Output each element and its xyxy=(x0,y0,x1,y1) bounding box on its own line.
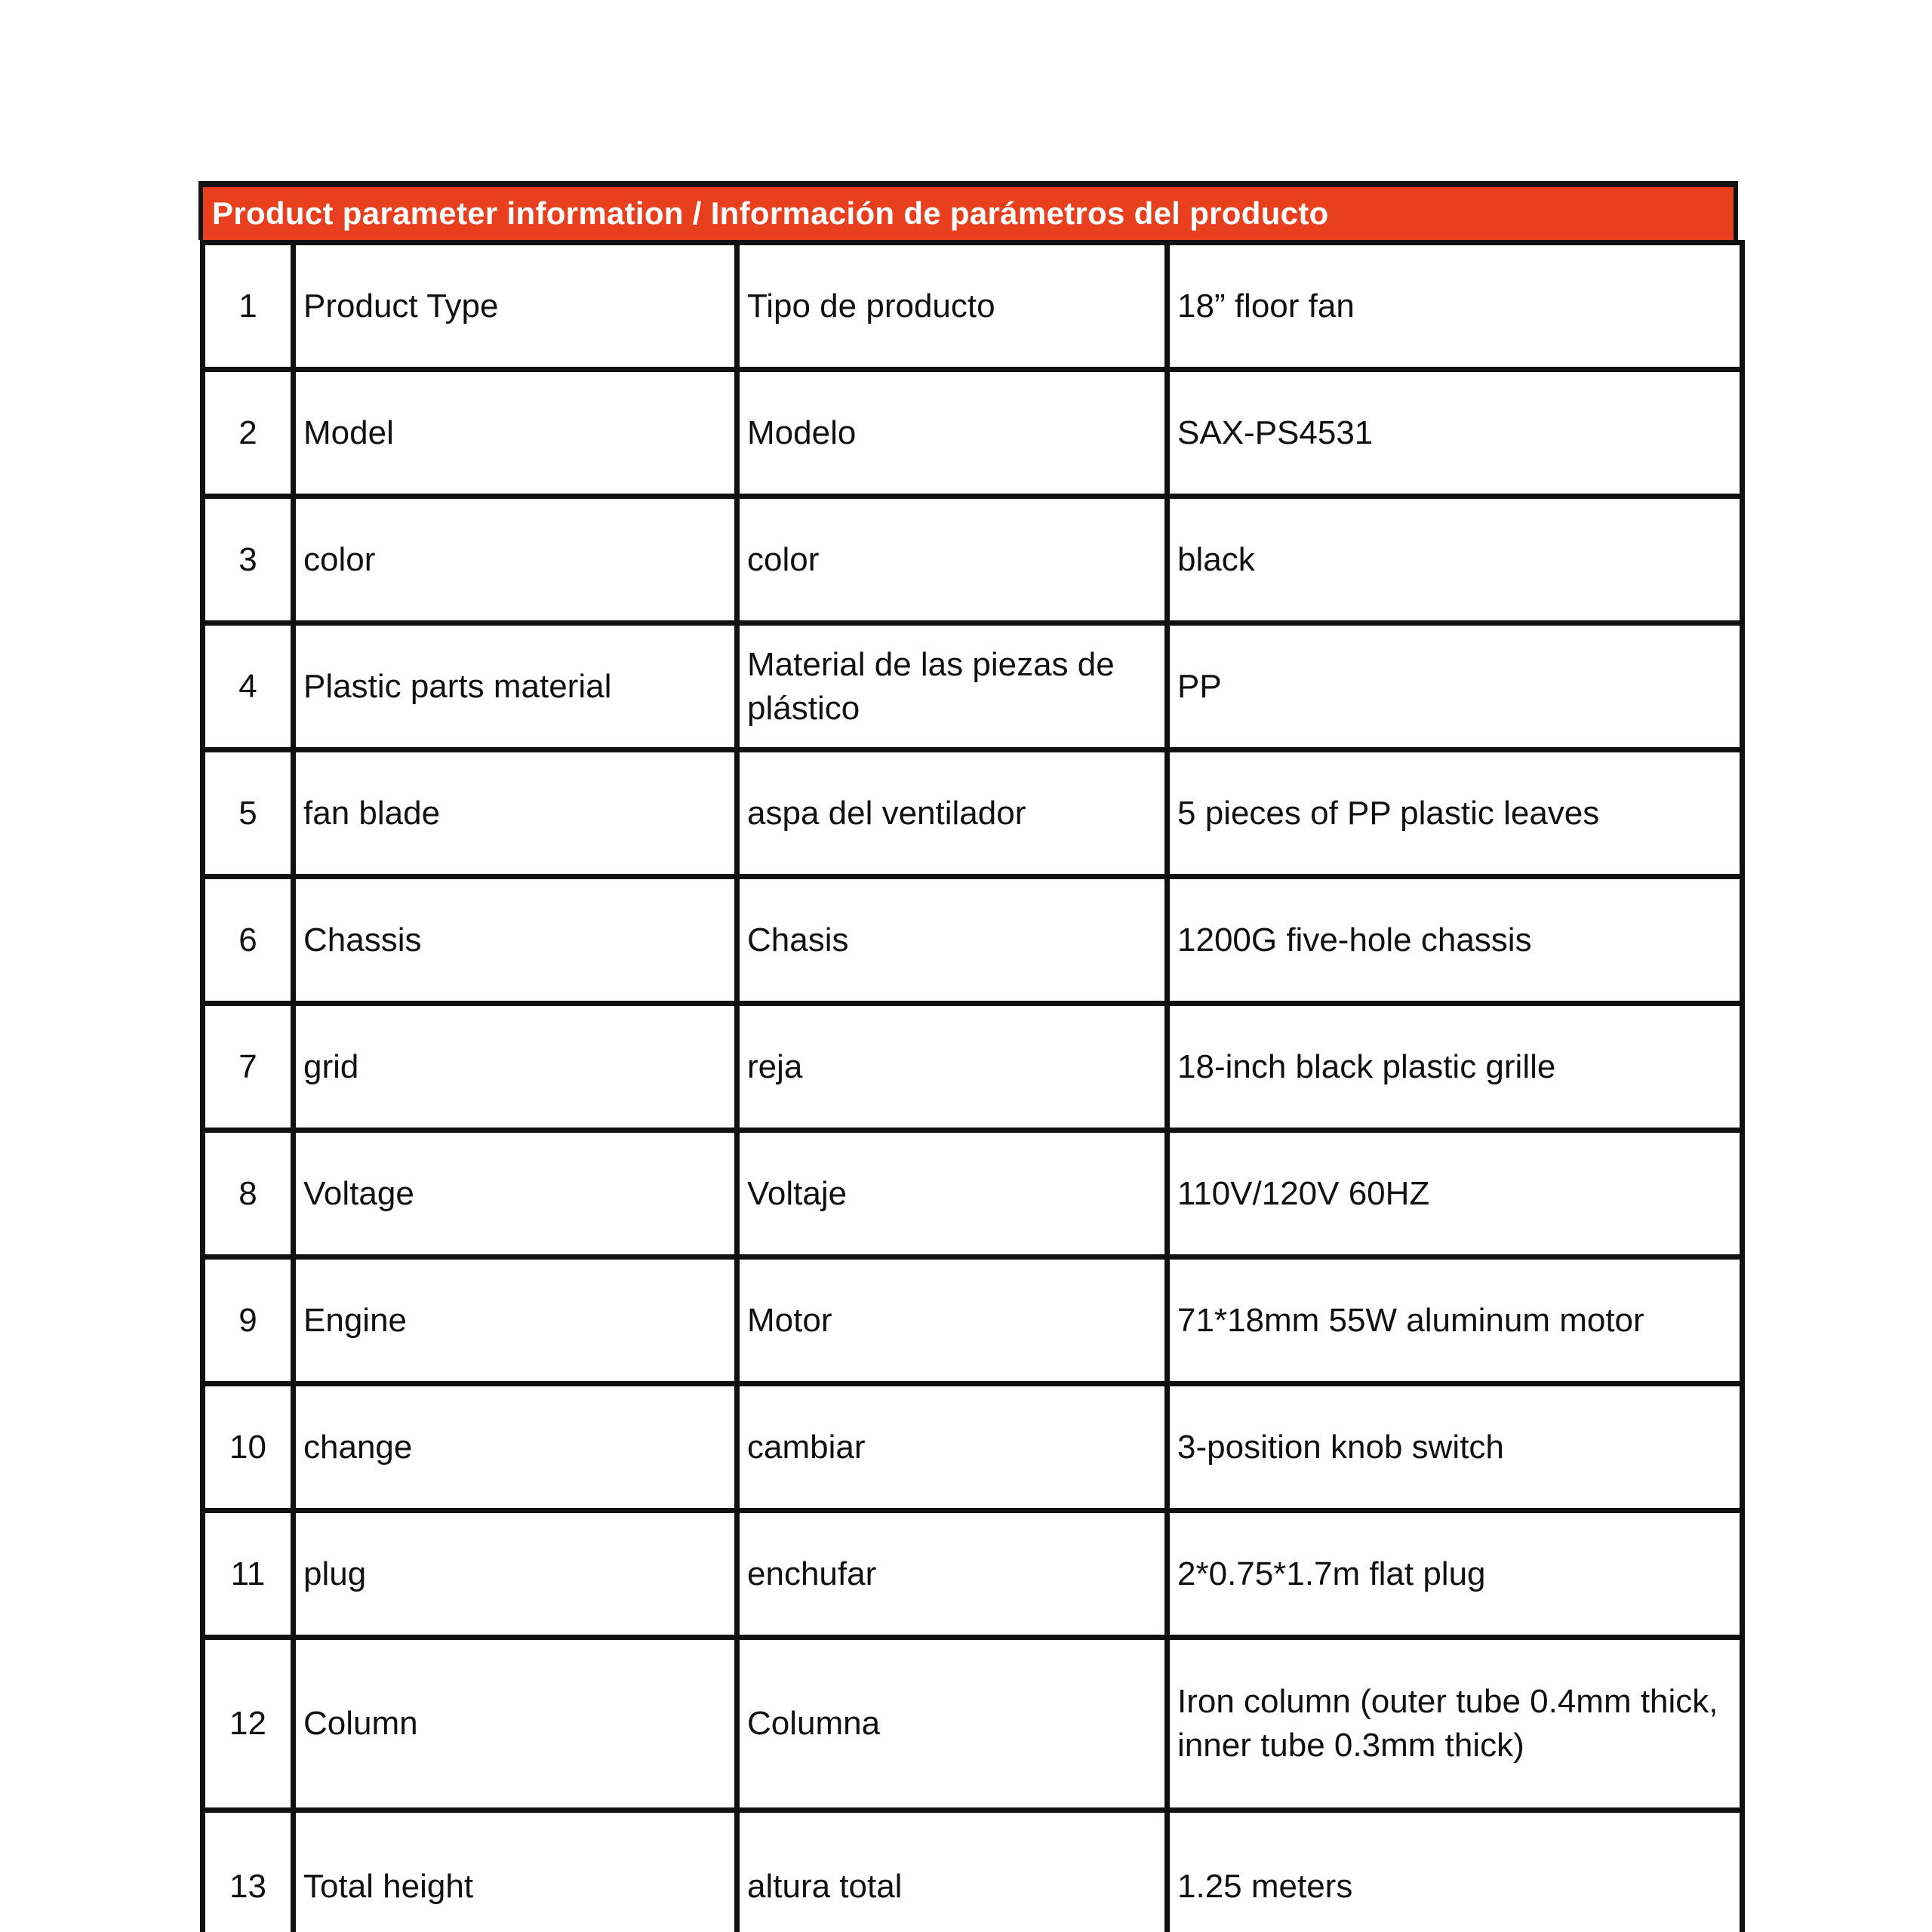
row-number: 10 xyxy=(203,1384,294,1511)
table-row xyxy=(203,1638,1743,1810)
row-number: 6 xyxy=(203,877,294,1004)
parameter-value: 110V/120V 60HZ xyxy=(1168,1131,1743,1257)
parameter-value: 2*0.75*1.7m flat plug xyxy=(1168,1511,1743,1638)
parameter-spanish: Motor xyxy=(737,1257,1168,1384)
parameter-spanish: Voltaje xyxy=(737,1131,1168,1257)
table-row xyxy=(203,1511,1743,1638)
parameter-spanish: Chasis xyxy=(737,877,1168,1004)
parameter-english: Engine xyxy=(294,1257,737,1384)
parameter-english: grid xyxy=(294,1004,737,1131)
parameter-english: Model xyxy=(294,370,737,497)
parameter-value: 1200G five-hole chassis xyxy=(1168,877,1743,1004)
table-row xyxy=(203,370,1743,497)
parameter-english: Chassis xyxy=(294,877,737,1004)
table-row xyxy=(203,750,1743,877)
parameter-value: 1.25 meters xyxy=(1168,1810,1743,1932)
parameter-value: 71*18mm 55W aluminum motor xyxy=(1168,1257,1743,1384)
table-title: Product parameter information / Información de parámetros del producto xyxy=(212,195,1329,231)
parameter-english: Product Type xyxy=(294,243,737,370)
parameter-value: SAX-PS4531 xyxy=(1168,370,1743,497)
row-number: 7 xyxy=(203,1004,294,1131)
table-row xyxy=(203,243,1743,370)
parameter-spanish: aspa del ventilador xyxy=(737,750,1168,877)
row-number: 3 xyxy=(203,497,294,623)
table-row xyxy=(203,1131,1743,1257)
row-number: 1 xyxy=(203,243,294,370)
parameter-value: 3-position knob switch xyxy=(1168,1384,1743,1511)
parameter-spanish: cambiar xyxy=(737,1384,1168,1511)
parameter-value: black xyxy=(1168,497,1743,623)
parameter-value: 18-inch black plastic grille xyxy=(1168,1004,1743,1131)
parameter-spanish: enchufar xyxy=(737,1511,1168,1638)
parameter-english: Column xyxy=(294,1638,737,1810)
table-row xyxy=(203,623,1743,750)
table-row xyxy=(203,1384,1743,1511)
parameter-spanish: Tipo de producto xyxy=(737,243,1168,370)
parameter-english: Voltage xyxy=(294,1131,737,1257)
parameter-english: Total height xyxy=(294,1810,737,1932)
table-row xyxy=(203,877,1743,1004)
parameter-english: fan blade xyxy=(294,750,737,877)
parameter-spanish: Material de las piezas de plástico xyxy=(737,623,1168,750)
parameter-table xyxy=(200,240,1745,1932)
parameter-value: Iron column (outer tube 0.4mm thick, inner tube 0.3mm thick) xyxy=(1168,1638,1743,1810)
parameter-spanish: Modelo xyxy=(737,370,1168,497)
row-number: 12 xyxy=(203,1638,294,1810)
row-number: 8 xyxy=(203,1131,294,1257)
parameter-spanish: reja xyxy=(737,1004,1168,1131)
parameter-english: Plastic parts material xyxy=(294,623,737,750)
row-number: 11 xyxy=(203,1511,294,1638)
parameter-value: PP xyxy=(1168,623,1743,750)
table-row xyxy=(203,1810,1743,1932)
table-title-bar xyxy=(198,181,1738,240)
row-number: 13 xyxy=(203,1810,294,1932)
table-row xyxy=(203,1004,1743,1131)
row-number: 4 xyxy=(203,623,294,750)
parameter-english: plug xyxy=(294,1511,737,1638)
row-number: 9 xyxy=(203,1257,294,1384)
parameter-english: change xyxy=(294,1384,737,1511)
parameter-spanish: altura total xyxy=(737,1810,1168,1932)
parameter-spanish: color xyxy=(737,497,1168,623)
parameter-spanish: Columna xyxy=(737,1638,1168,1810)
parameter-value: 5 pieces of PP plastic leaves xyxy=(1168,750,1743,877)
table-row xyxy=(203,1257,1743,1384)
row-number: 5 xyxy=(203,750,294,877)
row-number: 2 xyxy=(203,370,294,497)
table-row xyxy=(203,497,1743,623)
parameter-value: 18” floor fan xyxy=(1168,243,1743,370)
parameter-english: color xyxy=(294,497,737,623)
